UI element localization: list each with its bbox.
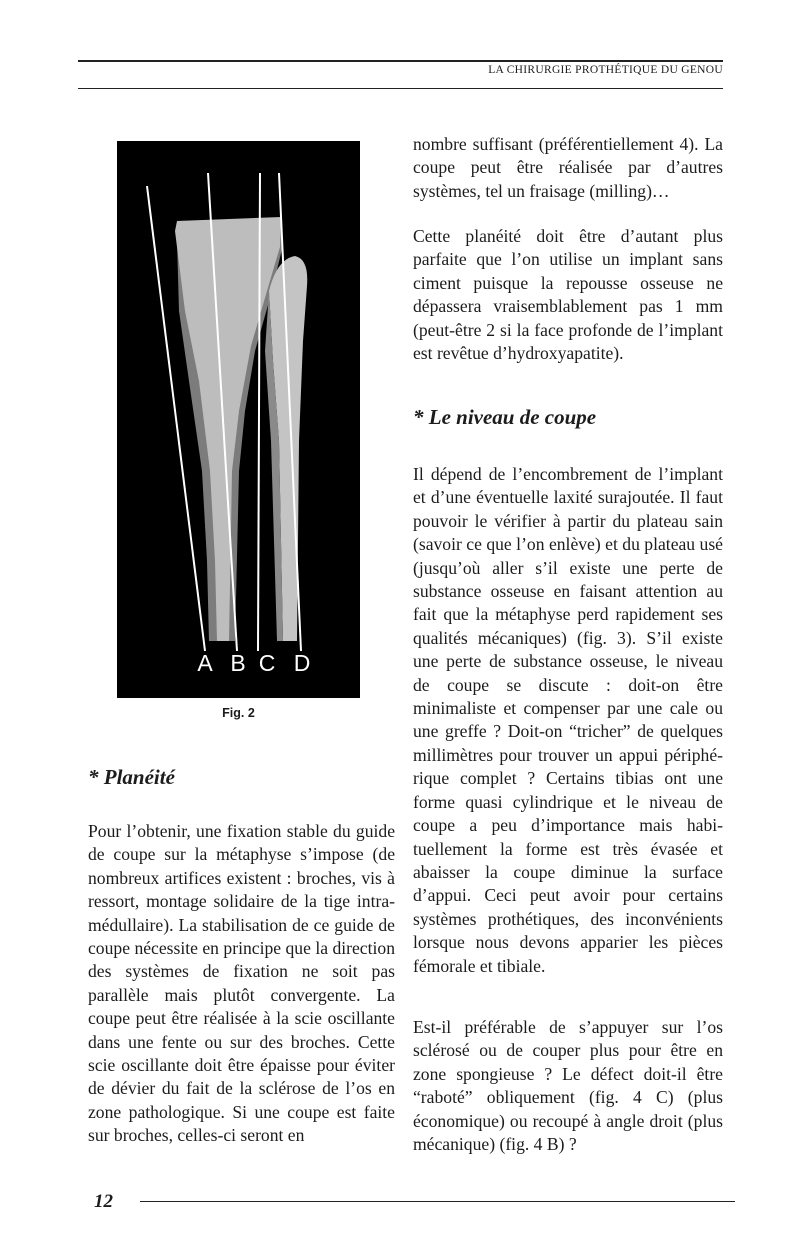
- paragraph-right-2: Cette planéité doit être d’autant plus parfaite que l’on utilise un implant sans ciment puisque la repousse osseuse ne dépassera vraisemblablement pas 1 mm (peut-être 2 si la face profonde de l’implant est revêtue d’hydroxyapatite).: [413, 226, 723, 364]
- paragraph-right-4: Est-il préférable de s’appuyer sur l’os sclérosé ou de couper plus pour être en zone spongieuse ? Le défect doit-il être “raboté” obliquement (fig. 4 C) (plus économique) ou recoupé à angle droit (plus mécanique) (fig. 4 B) ?: [413, 1017, 723, 1155]
- paragraph-right-1: nombre suffisant (préférentiellement 4). La coupe peut être réalisée par d’autres systèmes, tel un fraisage (milling)…: [413, 134, 723, 201]
- footer-rule: [140, 1201, 735, 1202]
- figure-caption: Fig. 2: [222, 706, 255, 720]
- figure-tibia-cut-levels: [117, 141, 360, 698]
- label-d: D: [293, 650, 311, 676]
- label-a: A: [197, 650, 213, 676]
- tibia-illustration: [117, 141, 360, 698]
- tibia-body: [175, 217, 281, 641]
- header-rule-bottom: [78, 88, 723, 89]
- paragraph-right-3: Il dépend de l’encombrement de l’implant et d’une éventuelle laxité surajoutée. Il faut pouvoir le vérifier à partir du plateau sain (savoir ce que l’on enlève) et du plateau usé (jusqu’où aller s’il existe une perte de substance osseuse en faisant attention au fait que la métaphyse perd rapidement ses qualités mécaniques) (fig. 3). S’il existe une perte de substance osseuse, le niveau de coupe se discute : doit-on être minimaliste et compenser par une cale ou une greffe ? Doit-on “tricher” de quelques millimètres pour trouver un appui périphérique complet ? Certains tibias ont une forme quasi cylindrique et le niveau de coupe a peu d’importance mais habituellement la forme est très évasée et abaisser la coupe diminue la surface d’appui. Ceci peut avoir pour certains systèmes prothétiques, des inconvénients lorsque nous devons apparier les pièces fémorale et tibiale.: [413, 464, 723, 976]
- page-number: 12: [94, 1191, 113, 1212]
- running-title: LA CHIRURGIE PROTHÉTIQUE DU GENOU: [488, 64, 723, 76]
- label-b: B: [230, 650, 246, 676]
- paragraph-planeite: Pour l’obtenir, une fixation stable du guide de coupe sur la métaphyse s’impose (de nombreux artifices existent : broches, vis à ressort, montage solidaire de la tige intra-médullaire). La stabilisation de ce guide de coupe nécessite en principe que la direction des systèmes de fixation ne soit pas parallèle mais plutôt convergente. La coupe peut être réalisée à la scie oscillante dans une fente ou sur des broches. Cette scie oscillante doit être épaisse pour éviter de dévier du fait de la sclérose de l’os en zone pathologique. Si une coupe est faite sur broches, celles-ci seront en: [88, 821, 395, 1146]
- label-c: C: [258, 650, 276, 676]
- header-rule-top: [78, 60, 723, 62]
- section-heading-planeite: * Planéité: [88, 765, 175, 789]
- section-heading-niveau-de-coupe: * Le niveau de coupe: [413, 405, 597, 429]
